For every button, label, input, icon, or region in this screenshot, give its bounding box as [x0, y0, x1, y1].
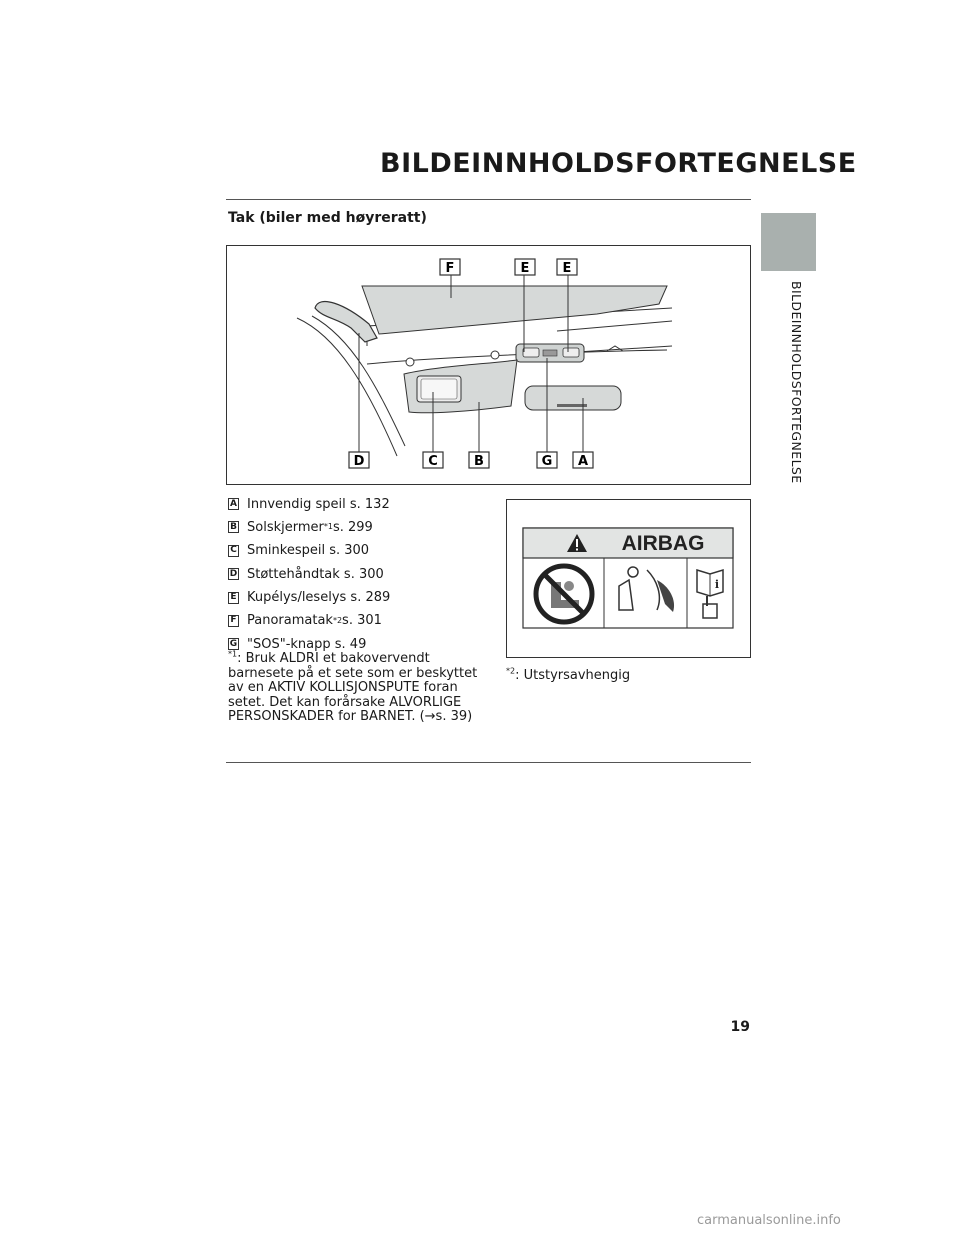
- callout-e-left: [515, 259, 535, 276]
- legend-text: Panoramatak: [247, 613, 333, 629]
- legend-key: G: [229, 638, 238, 649]
- legend-list: [228, 496, 478, 660]
- callout-a: [573, 452, 593, 469]
- callout-e-left-letter: E: [520, 261, 530, 276]
- legend-text: "SOS"-knapp s. 49: [247, 636, 367, 652]
- footnote-2-mark: *2: [506, 666, 516, 676]
- svg-text:i: i: [714, 578, 720, 591]
- callout-g-letter: G: [541, 454, 553, 469]
- section-tab-marker: [761, 213, 816, 271]
- callout-d: [349, 452, 369, 469]
- callout-e-right-letter: E: [562, 261, 572, 276]
- legend-key: C: [228, 545, 239, 557]
- callout-g: [537, 452, 557, 469]
- legend-key: F: [228, 615, 239, 627]
- callout-f: [440, 259, 460, 276]
- legend-item-f: F Panoramatak *2 s. 301: [228, 613, 478, 629]
- legend-text: Solskjermer: [247, 519, 324, 535]
- legend-item-c: [228, 543, 478, 559]
- page-title: BILDEINNHOLDSFORTEGNELSE: [380, 148, 857, 179]
- section-heading: Tak (biler med høyreratt): [228, 210, 427, 226]
- airbag-label-title: AIRBAG: [621, 532, 705, 555]
- callout-b-letter: B: [474, 454, 484, 469]
- side-section-label: BILDEINNHOLDSFORTEGNELSE: [789, 281, 804, 484]
- legend-text: Innvendig speil s. 132: [247, 496, 390, 512]
- legend-key: A: [228, 498, 239, 510]
- legend-item-d: [228, 566, 478, 582]
- airbag-warning-label: [507, 500, 750, 657]
- callout-f-letter: F: [445, 261, 455, 276]
- page-number: 19: [730, 1019, 750, 1035]
- legend-key: E: [228, 592, 239, 604]
- callout-c: [423, 452, 443, 469]
- watermark: carmanualsonline.info: [697, 1213, 841, 1228]
- callout-e-right: [557, 259, 577, 276]
- airbag-warning-label-figure: [506, 499, 751, 658]
- legend-page-ref: s. 299: [332, 519, 373, 535]
- legend-text: Sminkespeil s. 300: [247, 543, 370, 559]
- legend-item-g: [228, 636, 478, 652]
- callout-b: [469, 452, 489, 469]
- title-divider: [226, 199, 751, 200]
- ceiling-illustration: [226, 245, 751, 485]
- legend-key: D: [229, 568, 238, 579]
- callout-a-letter: A: [577, 454, 589, 469]
- footnote-1-mark: *1: [228, 649, 238, 659]
- legend-key: B: [228, 521, 239, 533]
- callout-c-letter: C: [428, 454, 438, 469]
- footnote-2: [506, 668, 630, 683]
- legend-item-e: [228, 590, 478, 606]
- bottom-divider: [226, 762, 751, 763]
- legend-page-ref: s. 301: [342, 613, 382, 629]
- legend-item-b: B Solskjermer *1 s. 299: [228, 519, 478, 535]
- callout-d-letter: D: [353, 454, 365, 469]
- footnote-2-text: : Utstyrsavhengig: [515, 668, 631, 683]
- footnote-1: [228, 649, 478, 725]
- legend-text: Kupélys/leselys s. 289: [247, 590, 391, 606]
- legend-text: Støttehåndtak s. 300: [247, 566, 384, 582]
- no-rear-facing-seat-icon: [536, 566, 592, 622]
- legend-item-a: [228, 496, 478, 512]
- footnote-1-text: : Bruk ALDRI et bakovervendt barnesete på et sete som er beskyttet av en AKTIV KOLLISJONSPUTE foran setet. Det kan forårsake ALVORLIGE PERSONSKADER for BARNET. (→s. 39): [228, 651, 478, 724]
- ceiling-drawing: [227, 246, 750, 484]
